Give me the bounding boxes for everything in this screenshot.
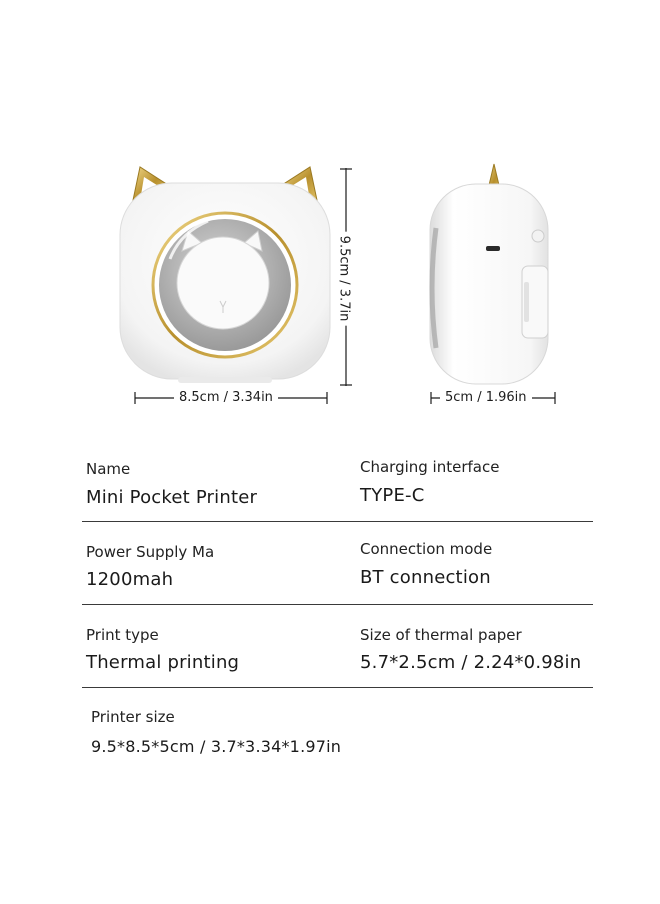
print-type-label: Print type [86,626,159,644]
thermal-paper-size-label: Size of thermal paper [360,626,522,644]
row-divider [82,604,593,605]
printer-size-value: 9.5*8.5*5cm / 3.7*3.34*1.97in [91,737,342,756]
charging-interface-label: Charging interface [360,458,500,476]
depth-dimension-label: 5cm / 1.96in [440,390,532,406]
name-value: Mini Pocket Printer [86,487,258,508]
print-type-value: Thermal printing [86,652,240,673]
product-illustration [0,0,660,420]
height-dimension-label: 9.5cm / 3.7in [337,231,352,325]
spec-table [0,440,660,904]
width-dimension-label: 8.5cm / 3.34in [174,390,278,406]
charging-interface-value: TYPE-C [360,485,425,506]
row-divider [82,687,593,688]
connection-mode-value: BT connection [360,567,491,588]
connection-mode-label: Connection mode [360,540,493,558]
power-supply-value: 1200mah [86,569,174,590]
power-supply-label: Power Supply Ma [86,543,215,561]
row-divider [82,521,593,522]
usb-port [486,246,500,251]
printer-size-label: Printer size [91,708,175,726]
printer-side-view [420,158,560,390]
name-label: Name [86,460,131,478]
thermal-paper-size-value: 5.7*2.5cm / 2.24*0.98in [360,652,582,673]
